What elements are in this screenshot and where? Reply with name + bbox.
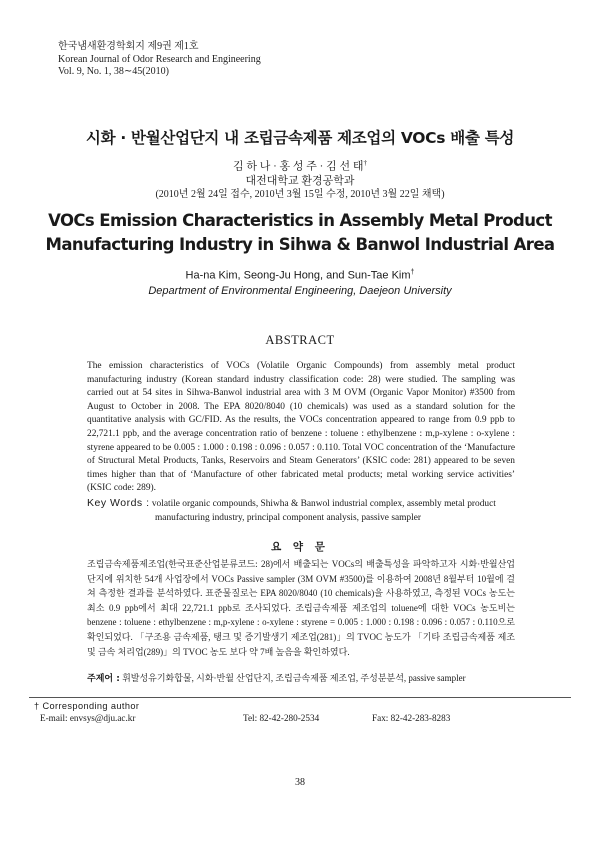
- abstract-heading: ABSTRACT: [265, 333, 335, 347]
- corresponding-author-label: † Corresponding author: [34, 701, 140, 711]
- korean-keywords-label: 주제어 :: [87, 674, 120, 684]
- keywords-label: Key Words :: [87, 497, 150, 509]
- author-fax: Fax: 82-42-283-8283: [372, 713, 451, 723]
- author-phone: Tel: 82-42-280-2534: [243, 713, 320, 723]
- korean-authors: 김 하 나 · 홍 성 주 · 김 선 태: [233, 160, 364, 173]
- author-email: E-mail: envsys@dju.ac.kr: [40, 713, 136, 723]
- journal-volume: Vol. 9, No. 1, 38∼45(2010): [58, 66, 169, 77]
- english-title: [0, 209, 600, 257]
- keywords-block: [87, 496, 517, 525]
- author-dagger: †: [363, 159, 367, 167]
- english-title-line1: VOCs Emission Characteristics in Assembly Metal Product: [48, 211, 552, 230]
- page-number: 38: [295, 777, 305, 788]
- english-author-block: [0, 269, 600, 282]
- korean-affiliation: 대전대학교 환경공학과: [245, 174, 355, 187]
- english-authors: Ha-na Kim, Seong-Ju Hong, and Sun-Tae Kim: [185, 269, 411, 282]
- korean-keywords-block: [87, 671, 517, 684]
- korean-keywords-text: 휘발성유기화합물, 시화·반월 산업단지, 조립금속제품 제조업, 주성분분석, passive sampler: [122, 673, 466, 683]
- keywords-line2: manufacturing industry, principal component analysis, passive sampler: [155, 513, 421, 523]
- journal-name-korean: 한국냄새환경학회지 제9권 제1호: [58, 41, 199, 52]
- journal-header: [58, 41, 261, 79]
- korean-author-block: [0, 156, 600, 188]
- abstract-text: The emission characteristics of VOCs (Volatile Organic Compounds) from assembly metal product manufacturing industry (Korean standard industry classification code: 28) were studied. The sampling was carried out at 54 sites in Sihwa-Banwol industrial area with 3 M OVM (Organic Vapor Monitor) #3500 from August to October in 2008. The EPA 8020/8040 (10 chemicals) was used as a standard solution for the quantitative analysis with GC/FID. As the results, the VOCs concentration appeared to range from 0.9 ppb to 22,721.1 ppb, and the average concentration ratio of benzene : toluene : ethylbenzene : m,p-xylene : o-xylene : styrene appeared to be 0.005 : 1.000 : 0.198 : 0.096 : 0.057 : 0.110. Total VOC concentration of the ‘Manufacture of Structural Metal Products, Tanks, Reservoirs and Steam Generators’ (KSIC code: 281) appeared to be seven times higher than that of ‘Manufacture of other fabricated metal products; metal working service activities’ (KSIC code: 289).: [87, 361, 515, 494]
- journal-name-english: Korean Journal of Odor Research and Engineering: [58, 53, 261, 65]
- korean-abstract-text: 조립금속제품제조업(한국표준산업분류코드: 28)에서 배출되는 VOCs의 배출특성을 파악하고자 시화·반월산업단지에 위치한 54개 사업장에서 VOCs Passive sampler (3M OVM #3500)를 이용하여 2008년 8월부터 10월에 걸쳐 측정한 결과를 분석하였다. 표준물질로는 EPA 8020/8040 (10 chemicals)을 사용하였고, 측정된 VOCs 농도는 최소 0.9 ppb에서 최대 22,721.1 ppb로 조사되었다. 조립금속제품 제조업의 toluene에 대한 VOCs 농도비는 benzene : toluene : ethylbenzene : m,p-xylene : o-xylene : styrene = 0.005 : 1.000 : 0.198 : 0.096 : 0.057 : 0.110으로 확인되었다. 「구조용 금속제품, 탱크 및 증기발생기 제조업(281)」의 TVOC 농도가 「기타 조립금속제품 제조 및 금속 처리업(289)」의 TVOC 농도 보다 약 7배 높음을 확인하였다.: [87, 559, 515, 657]
- keywords-line1: volatile organic compounds, Shiwha & Banwol industrial complex, assembly metal product: [151, 499, 496, 509]
- korean-title: 시화 · 반월산업단지 내 조립금속제품 제조업의 VOCs 배출 특성: [85, 129, 515, 147]
- english-department: Department of Environmental Engineering, Daejeon University: [148, 285, 452, 297]
- english-author-dagger: †: [410, 269, 415, 276]
- submission-dates: (2010년 2월 24일 접수, 2010년 3월 15일 수정, 2010년 3월 22일 채택): [155, 189, 445, 200]
- korean-abstract-heading: 요 약 문: [271, 541, 329, 553]
- footnote-divider: [29, 697, 571, 698]
- english-title-line2: Manufacturing Industry in Sihwa & Banwol Industrial Area: [45, 235, 555, 254]
